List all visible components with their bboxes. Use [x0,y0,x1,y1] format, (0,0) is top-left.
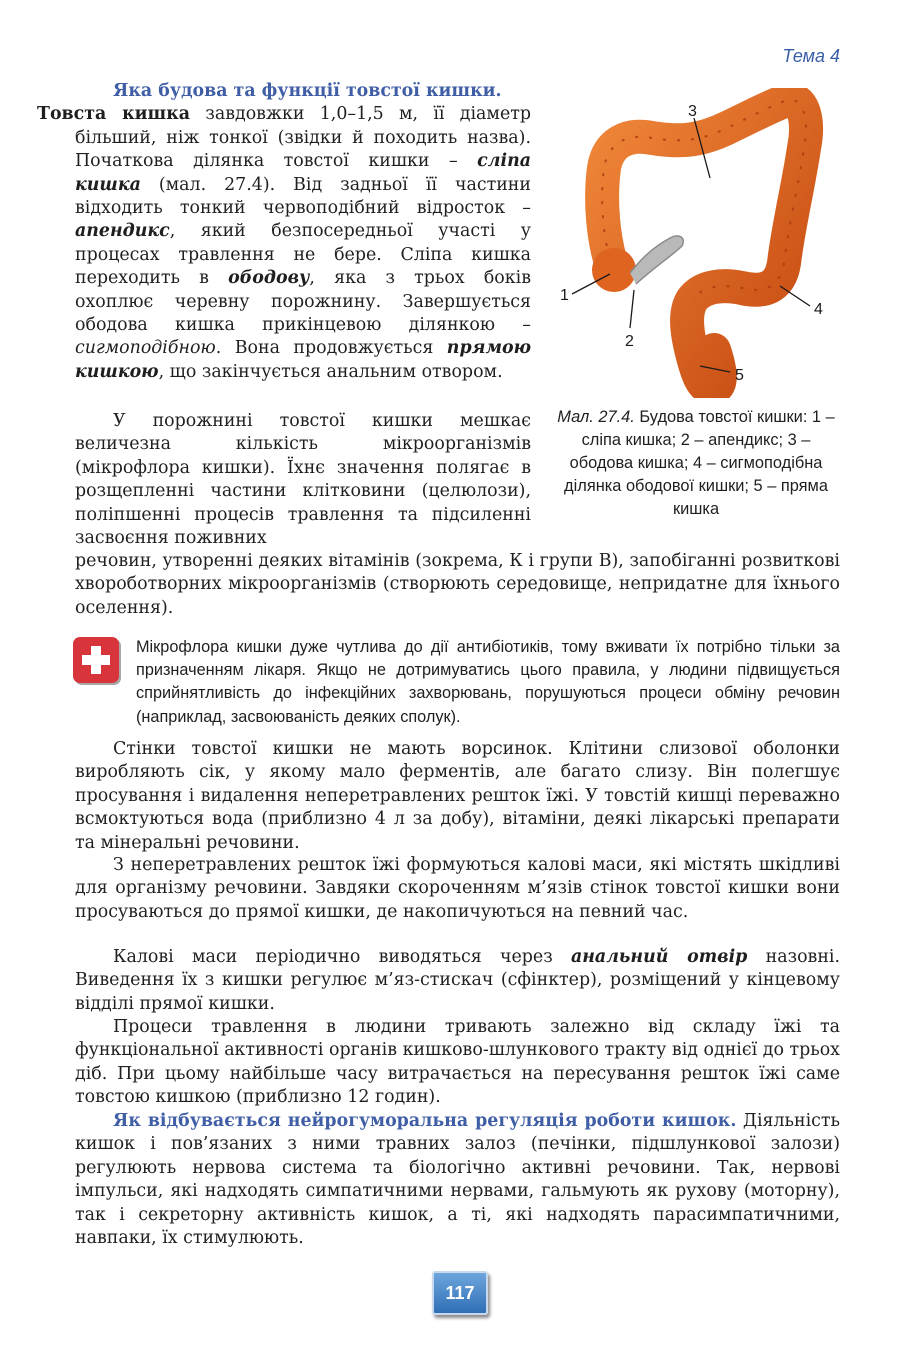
red-cross-icon [73,637,119,683]
text-run: , який безпосередньої участі у процесах травлення не бере. Сліпа кишка переходить в [75,221,531,289]
paragraph-feces-formation: З неперетравлених решток їжі формуються калові маси, які містять шкідливі для організму речовини. Завдяки скороченням м’язів стінок товстої кишки вони просуваються до прямої кишки, де накопичуються на певний час. [75,855,840,922]
antibiotics-note: Мікрофлора кишки дуже чутлива до дії антибіотиків, тому вживати їх потрібно тільки за призначенням лікаря. Якщо не дотримуватись цього правила, у людини підвищується сприйнятливість до інфекційних захворювань, порушуються процеси обміну речовин (наприклад, засвоюваність деяких сполук). [136,638,840,726]
term-sigmoid: сигмоподібною [75,338,216,359]
section-heading: Яка будова та функції товстої кишки. [113,81,502,101]
term-rectum: прямою кишкою [75,338,531,382]
paragraph-neurohumoral-regulation [75,1110,840,1250]
paragraph-anus [75,946,840,1016]
term-colon: ободову [228,268,310,289]
appendix-shape [630,236,683,284]
paragraph-microflora-part1: У порожнині товстої кишки мешкає величезна кількість мікроорганізмів (мікрофлора кишки). Їхнє значення полягає в розщепленні частини клітковини (целюлози), поліпшенні процесів травлення та підсиленні засвоєння поживних [75,411,531,549]
text-run: назовні. Виведення їх з кишки регулює м’яз-стискач (сфінктер), розміщений у кінцевому відділі прямої кишки. [75,947,841,1014]
label-4: 4 [814,301,823,318]
term-large-intestine: Товста кишка [37,104,191,125]
text-run: завдовжки 1,0–1,5 м, її діаметр більший, ніж тонкої (звідки й походить назва). Початкова ділянка товстої кишки – [75,104,531,172]
section-heading-regulation: Як відбувається нейрогуморальна регуляція роботи кишок. [113,1111,737,1131]
text-run: , яка з трьох боків охоплює черевну порожнину. Завершується ободова кишка прикінцевою ділянкою – [75,268,531,336]
label-1: 1 [560,287,569,304]
term-cecum: сліпа кишка [75,151,531,195]
cecum-shape [592,248,636,292]
paragraph-digestion-duration: Процеси травлення в людини тривають залежно від складу їжі та функціональної активності органів кишково-шлункового тракту від однієї до трьох діб. При цьому найбільше часу витрачається на пересування решток їжі саме товстою кишкою (приблизно 12 годин). [75,1017,840,1108]
term-anus: анальний отвір [570,947,748,967]
paragraph-microflora-part2: речовин, утворенні деяких вітамінів (зокрема, К і групи В), запобіганні розвиткові хвороботворних мікроорганізмів (створюють середовище, непридатне для їхнього оселення). [75,551,840,618]
text-run: . Вона продовжується [215,338,447,359]
paragraph-wall-structure: Стінки товстої кишки не мають ворсинок. Клітини слизової оболонки виробляють сік, у якому мало ферментів, але багато слизу. Він полегшує просування і видалення неперетравлених решток їжі. У товстій кишці переважно всмоктуються вода (приблизно 4 л за добу), вітаміни, деякі лікарські препарати та мінеральні речовини. [75,739,840,853]
term-appendix: апендикс [75,221,170,242]
text-run: Діяльність кишок і пов’язаних з ними травних залоз (печінки, підшлункової залози) регулюють нервова система та біологічно активні речовини. Так, нервові імпульси, які надходять симпатичними нервами, гальмують як рухову (моторну), так і секреторну активність кишок, а ті, які надходять парасимпатичними, навпаки, їх стимулюють. [75,1111,840,1249]
caption-text: Будова товстої кишки: 1 – сліпа кишка; 2 – апендикс; 3 – ободова кишка; 4 – сигмоподібна ділянка ободової кишки; 5 – пряма кишка [564,408,835,518]
page-number: 117 [432,1271,488,1315]
large-intestine-figure [552,88,850,398]
caption-label: Мал. 27.4. [557,408,635,426]
text-run: (мал. 27.4). Від задньої її частини відходить тонкий червоподібний відросток – [75,174,531,219]
topic-label: Тема 4 [782,46,840,66]
paragraph-large-intestine-structure [37,80,531,384]
figure-caption [548,406,844,521]
label-3: 3 [688,103,697,120]
text-run: , що закінчується анальним отвором. [158,361,503,382]
label-5: 5 [735,367,744,384]
text-run: Калові маси періодично виводяться через [113,947,571,967]
label-2: 2 [625,333,634,350]
